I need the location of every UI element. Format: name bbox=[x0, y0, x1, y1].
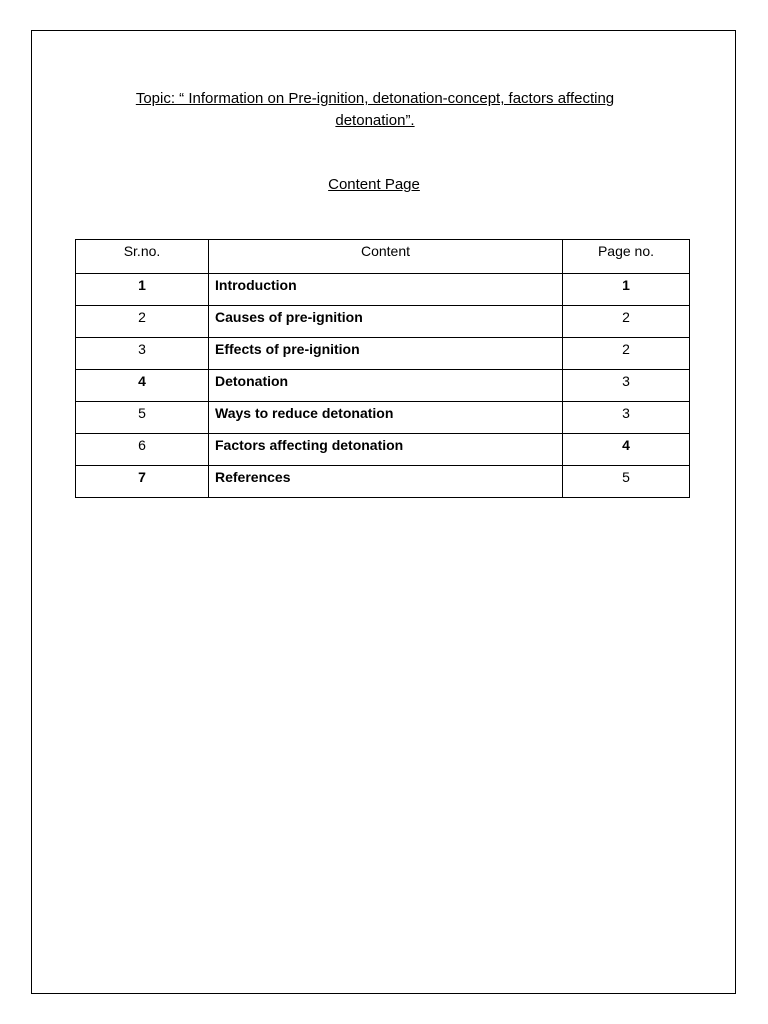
row-pageno: 5 bbox=[563, 466, 690, 498]
topic-line-2: detonation”. bbox=[335, 112, 415, 129]
table-row bbox=[76, 370, 690, 402]
row-content: Effects of pre-ignition bbox=[209, 338, 563, 370]
row-srno: 2 bbox=[76, 306, 209, 338]
content-page-heading: Content Page bbox=[328, 176, 420, 193]
header-srno: Sr.no. bbox=[76, 240, 209, 274]
row-pageno: 3 bbox=[563, 370, 690, 402]
header-pageno: Page no. bbox=[563, 240, 690, 274]
header-content: Content bbox=[209, 240, 563, 274]
row-pageno: 1 bbox=[563, 274, 690, 306]
table-row bbox=[76, 466, 690, 498]
row-srno: 5 bbox=[76, 402, 209, 434]
table-row bbox=[76, 274, 690, 306]
table-row bbox=[76, 306, 690, 338]
row-content: Causes of pre-ignition bbox=[209, 306, 563, 338]
row-srno: 3 bbox=[76, 338, 209, 370]
row-pageno: 3 bbox=[563, 402, 690, 434]
topic-line-1: Topic: “ Information on Pre-ignition, detonation-concept, factors affecting bbox=[135, 90, 615, 107]
row-content: Ways to reduce detonation bbox=[209, 402, 563, 434]
row-content: References bbox=[209, 466, 563, 498]
row-pageno: 2 bbox=[563, 338, 690, 370]
table-row bbox=[76, 434, 690, 466]
row-content: Factors affecting detonation bbox=[209, 434, 563, 466]
table-row bbox=[76, 402, 690, 434]
row-pageno: 4 bbox=[563, 434, 690, 466]
row-srno: 4 bbox=[76, 370, 209, 402]
contents-table bbox=[75, 239, 690, 498]
topic-title bbox=[60, 88, 690, 132]
row-content: Introduction bbox=[209, 274, 563, 306]
row-srno: 1 bbox=[76, 274, 209, 306]
table-header-row bbox=[76, 240, 690, 274]
row-pageno: 2 bbox=[563, 306, 690, 338]
table-row bbox=[76, 338, 690, 370]
row-srno: 6 bbox=[76, 434, 209, 466]
row-content: Detonation bbox=[209, 370, 563, 402]
row-srno: 7 bbox=[76, 466, 209, 498]
